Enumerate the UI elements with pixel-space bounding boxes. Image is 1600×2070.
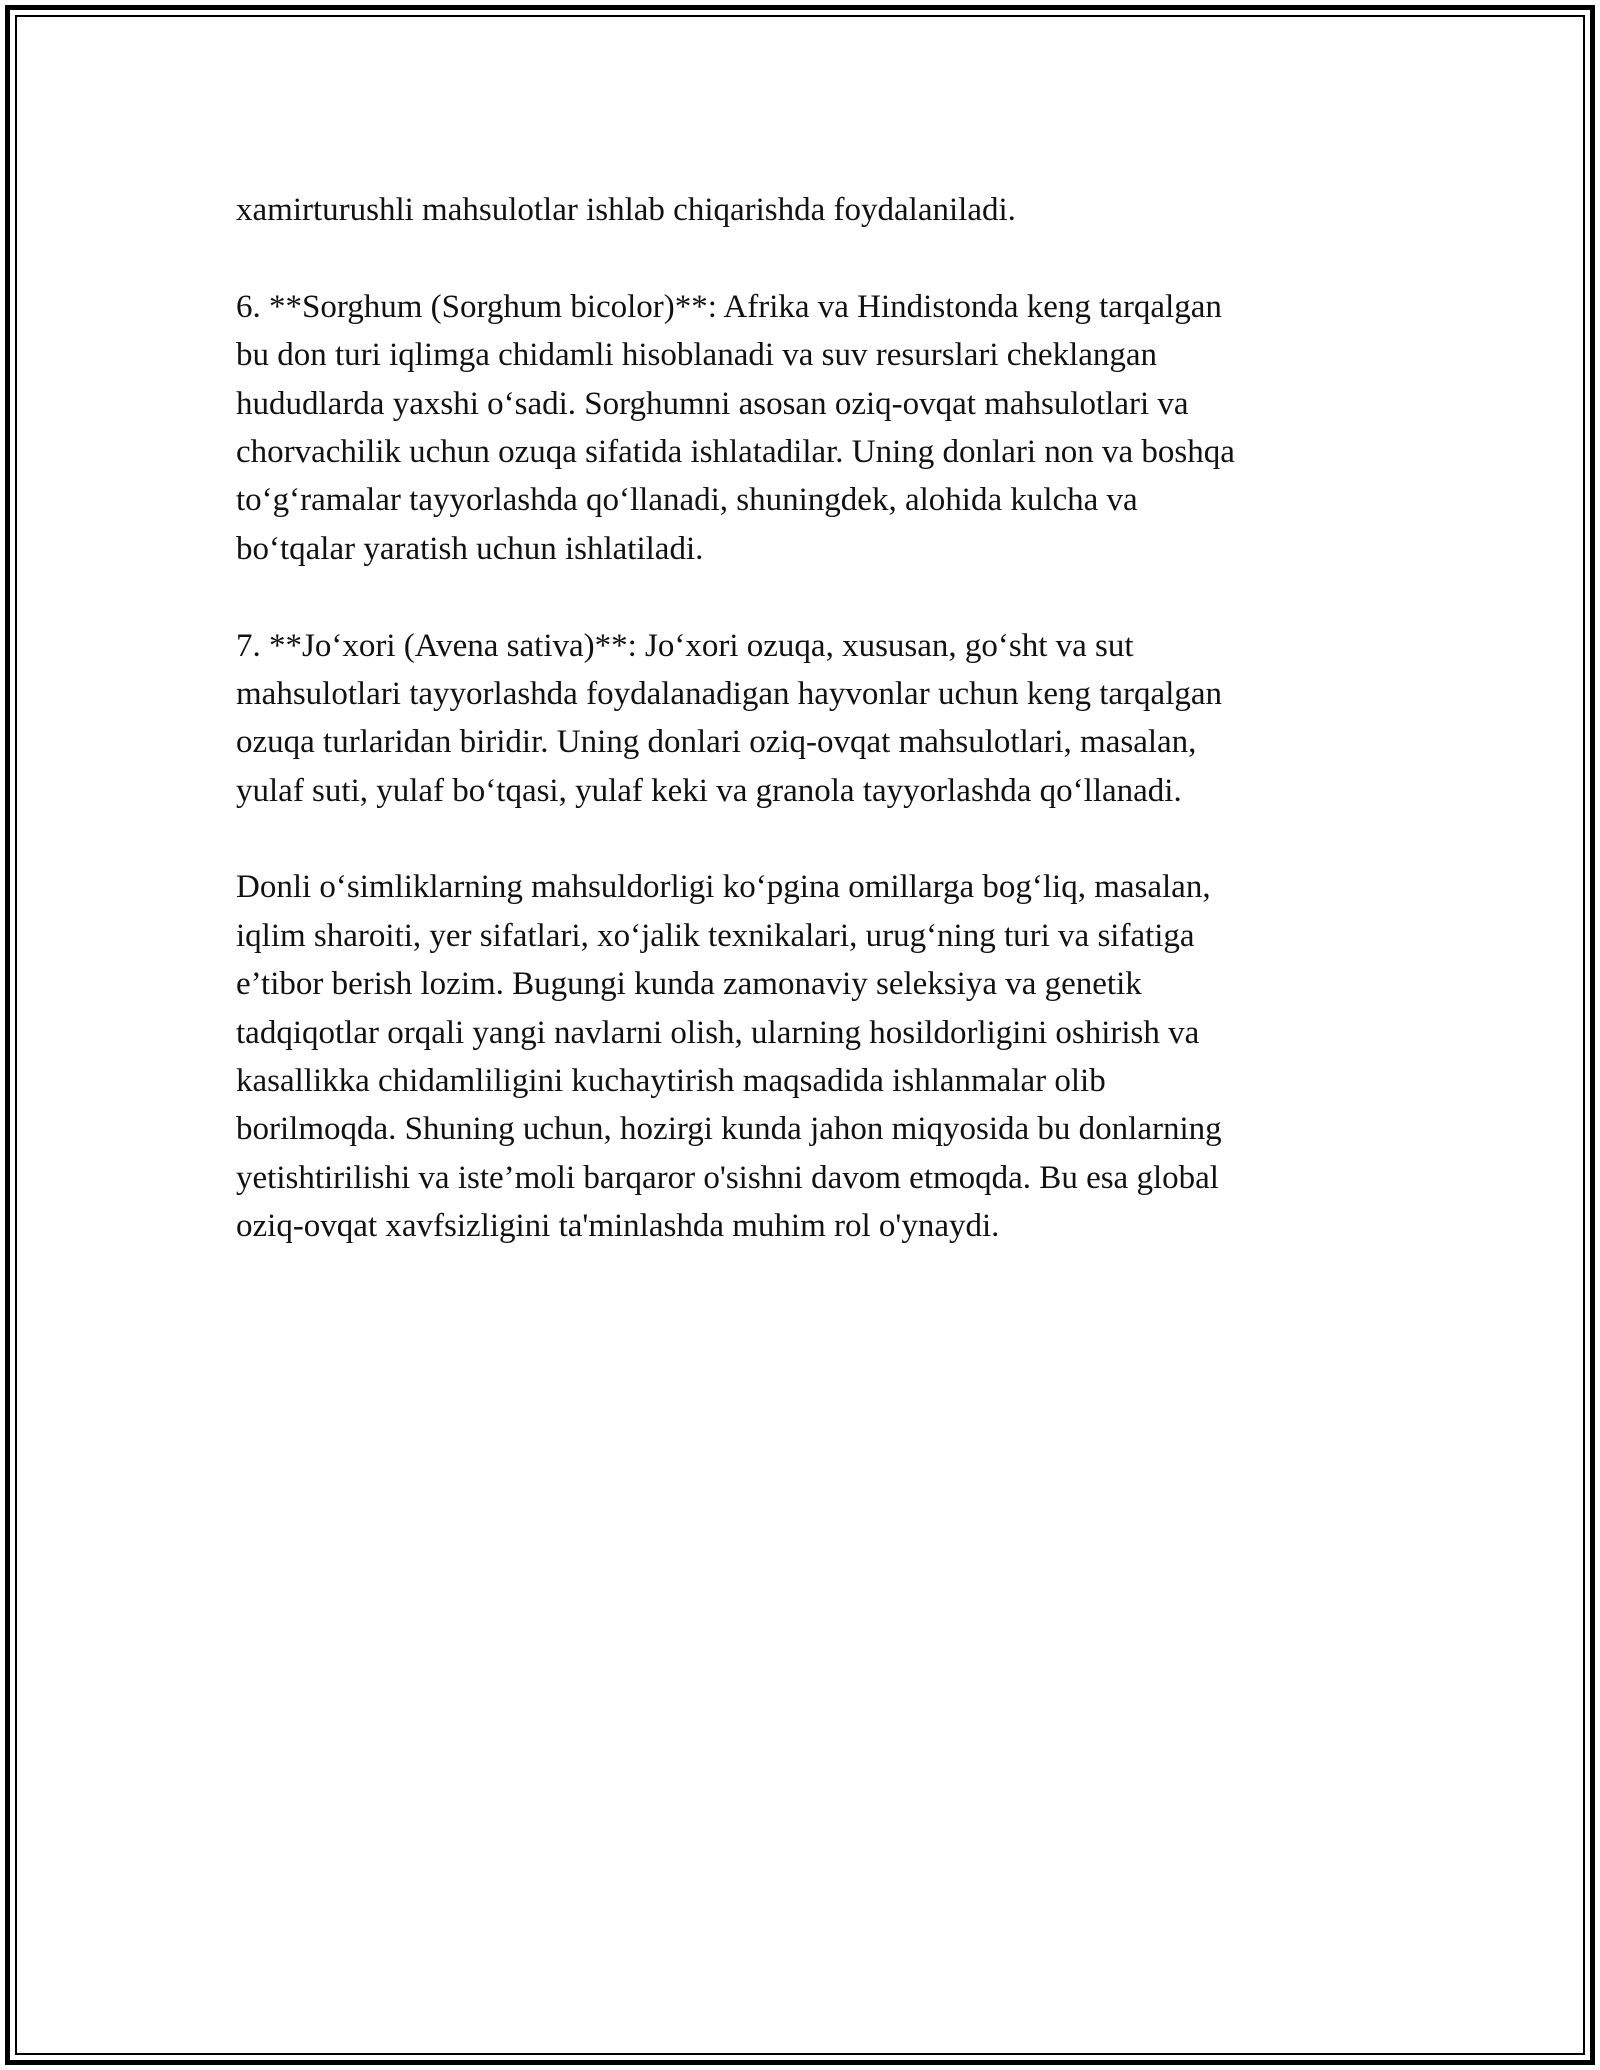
- paragraph-spacer: [236, 234, 1376, 282]
- paragraph-sorghum: [236, 283, 1376, 573]
- paragraph-joxori: [236, 622, 1376, 816]
- paragraph-spacer: [236, 815, 1376, 863]
- paragraph-spacer: [236, 573, 1376, 621]
- text-line: e’tibor berish lozim. Bugungi kunda zamonaviy seleksiya va genetik: [236, 966, 1142, 1003]
- text-line: chorvachilik uchun ozuqa sifatida ishlatadilar. Uning donlari non va boshqa: [236, 433, 1235, 470]
- text-line: xamirturushli mahsulotlar ishlab chiqarishda foydalaniladi.: [236, 192, 1016, 228]
- text-line: oziq-ovqat xavfsizligini ta'minlashda muhim rol o'ynaydi.: [236, 1208, 1000, 1245]
- text-line: to‘g‘ramalar tayyorlashda qo‘llanadi, shuningdek, alohida kulcha va: [236, 482, 1138, 519]
- text-line: 7. **Jo‘xori (Avena sativa)**: Jo‘xori ozuqa, xususan, go‘sht va sut: [236, 627, 1134, 664]
- text-line: kasallikka chidamliligini kuchaytirish maqsadida ishlanmalar olib: [236, 1063, 1106, 1100]
- text-line: Donli o‘simliklarning mahsuldorligi ko‘pgina omillarga bog‘liq, masalan,: [236, 869, 1211, 906]
- text-line: ozuqa turlaridan biridir. Uning donlari oziq-ovqat mahsulotlari, masalan,: [236, 724, 1197, 761]
- text-line: hududlarda yaxshi o‘sadi. Sorghumni asosan oziq-ovqat mahsulotlari va: [236, 385, 1189, 422]
- text-line: iqlim sharoiti, yer sifatlari, xo‘jalik texnikalari, urug‘ning turi va sifatiga: [236, 917, 1195, 954]
- text-line: bu don turi iqlimga chidamli hisoblanadi va suv resurslari cheklangan: [236, 337, 1158, 374]
- text-line: tadqiqotlar orqali yangi navlarni olish, ularning hosildorligini oshirish va: [236, 1014, 1200, 1051]
- document-body: [236, 186, 1376, 1251]
- text-line: yetishtirilishi va iste’moli barqaror o'sishni davom etmoqda. Bu esa global: [236, 1159, 1219, 1196]
- text-line: 6. **Sorghum (Sorghum bicolor)**: Afrika va Hindistonda keng tarqalgan: [236, 288, 1222, 325]
- paragraph-conclusion: [236, 863, 1376, 1250]
- text-line: yulaf suti, yulaf bo‘tqasi, yulaf keki va granola tayyorlashda qo‘llanadi.: [236, 772, 1182, 809]
- text-line: borilmoqda. Shuning uchun, hozirgi kunda jahon miqyosida bu donlarning: [236, 1111, 1222, 1148]
- text-line: bo‘tqalar yaratish uchun ishlatiladi.: [236, 530, 704, 567]
- paragraph-continuation: [236, 186, 1376, 234]
- text-line: mahsulotlari tayyorlashda foydalanadigan hayvonlar uchun keng tarqalgan: [236, 675, 1223, 712]
